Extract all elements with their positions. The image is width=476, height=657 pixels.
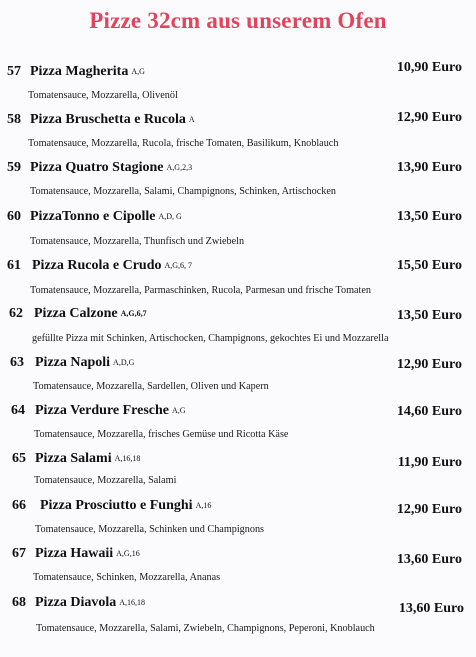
item-price: 13,60 Euro	[398, 601, 464, 616]
item-price: 14,60 Euro	[396, 404, 462, 419]
item-description: Tomatensauce, Schinken, Mozzarella, Ananas	[33, 572, 221, 583]
allergen-codes: A	[188, 115, 195, 124]
item-price: 13,50 Euro	[396, 209, 462, 224]
item-number: 61	[7, 258, 21, 273]
allergen-codes: A,16	[195, 501, 212, 510]
menu-item	[0, 112, 476, 162]
menu-item-header	[0, 306, 476, 326]
menu-item-header	[0, 355, 476, 375]
item-number: 57	[7, 64, 21, 79]
item-name-wrap	[30, 209, 182, 225]
allergen-codes: A,G	[131, 67, 145, 76]
item-name: Pizza Diavola	[35, 595, 117, 610]
item-price: 10,90 Euro	[396, 60, 462, 75]
item-description: gefüllte Pizza mit Schinken, Artischocken, Champignons, gekochtes Ei und Mozzarella	[32, 333, 389, 344]
menu-item	[0, 451, 476, 501]
item-name-wrap	[35, 451, 140, 467]
menu-item	[0, 355, 476, 405]
item-number: 62	[9, 306, 23, 321]
menu-item	[0, 258, 476, 308]
menu-item-header	[0, 546, 476, 566]
menu-item	[0, 209, 476, 259]
menu-item	[0, 498, 476, 548]
allergen-codes: A,G,16	[116, 549, 140, 558]
menu-item-header	[0, 160, 476, 180]
allergen-codes: A,16,18	[114, 454, 141, 463]
item-price: 12,90 Euro	[396, 110, 462, 125]
item-description: Tomatensauce, Mozzarella, Parmaschinken, Rucola, Parmesan und frische Tomaten	[30, 285, 371, 296]
item-name-wrap	[35, 595, 145, 611]
item-name: Pizza Magherita	[30, 64, 129, 79]
item-description: Tomatensauce, Mozzarella, Salami, Zwiebeln, Champignons, Peperoni, Knoblauch	[36, 623, 375, 634]
item-name: Pizza Napoli	[35, 355, 111, 370]
item-price: 12,90 Euro	[396, 357, 462, 372]
allergen-codes: A,16,18	[119, 598, 146, 607]
item-name-wrap	[40, 498, 211, 514]
item-number: 66	[12, 498, 26, 513]
item-price: 12,90 Euro	[396, 502, 462, 517]
menu-item	[0, 160, 476, 210]
menu-title: Pizze 32cm aus unserem Ofen	[89, 8, 387, 33]
menu-item-header	[0, 451, 476, 471]
item-number: 58	[7, 112, 21, 127]
item-name-wrap	[35, 403, 186, 419]
allergen-codes: A,G,2,3	[166, 163, 193, 172]
item-number: 68	[12, 595, 26, 610]
item-price: 15,50 Euro	[396, 258, 462, 273]
item-name: Pizza Quatro Stagione	[30, 160, 164, 175]
item-description: Tomatensauce, Mozzarella, Rucola, frische Tomaten, Basilikum, Knoblauch	[28, 138, 339, 149]
allergen-codes: A,G,6,7	[120, 309, 147, 318]
item-name-wrap	[32, 258, 192, 274]
menu-item-header	[0, 112, 476, 132]
allergen-codes: A,G	[172, 406, 186, 415]
menu-item	[0, 403, 476, 453]
item-name: Pizza Bruschetta e Rucola	[30, 112, 186, 127]
item-name-wrap	[34, 306, 147, 322]
menu-item-header	[0, 498, 476, 518]
item-name: Pizza Salami	[35, 451, 112, 466]
item-description: Tomatensauce, Mozzarella, frisches Gemüse und Ricotta Käse	[34, 429, 289, 440]
item-description: Tomatensauce, Mozzarella, Olivenöl	[28, 90, 178, 101]
item-name-wrap	[35, 355, 134, 371]
menu-item-header	[0, 403, 476, 423]
menu-item	[0, 546, 476, 596]
menu-item-header	[0, 60, 476, 84]
item-description: Tomatensauce, Mozzarella, Salami, Champignons, Schinken, Artischocken	[30, 186, 336, 197]
item-name-wrap	[30, 112, 195, 128]
menu-item	[0, 60, 476, 114]
item-price: 13,50 Euro	[396, 308, 462, 323]
item-description: Tomatensauce, Mozzarella, Salami	[34, 475, 177, 486]
menu-item	[0, 595, 476, 645]
item-price: 13,90 Euro	[396, 160, 462, 175]
item-name: Pizza Calzone	[34, 306, 118, 321]
item-number: 64	[11, 403, 25, 418]
menu-item	[0, 306, 476, 356]
item-name-wrap	[30, 64, 145, 80]
item-description: Tomatensauce, Mozzarella, Sardellen, Oliven und Kapern	[33, 381, 269, 392]
allergen-codes: A,D, G	[158, 212, 182, 221]
item-name-wrap	[35, 546, 140, 562]
menu-item-header	[0, 595, 476, 615]
allergen-codes: A,G,6, 7	[164, 261, 193, 270]
item-name: Pizza Rucola e Crudo	[32, 258, 162, 273]
item-name-wrap	[30, 160, 192, 176]
item-number: 63	[10, 355, 24, 370]
menu-item-header	[0, 209, 476, 229]
item-name: Pizza Prosciutto e Funghi	[40, 498, 193, 513]
item-description: Tomatensauce, Mozzarella, Thunfisch und Zwiebeln	[30, 236, 245, 247]
menu-item-header	[0, 258, 476, 278]
item-price: 13,60 Euro	[396, 552, 462, 567]
allergen-codes: A,D,G	[113, 358, 135, 367]
item-name: Pizza Verdure Fresche	[35, 403, 170, 418]
item-number: 60	[7, 209, 21, 224]
item-number: 59	[7, 160, 21, 175]
item-description: Tomatensauce, Mozzarella, Schinken und Champignons	[35, 524, 265, 535]
item-name: PizzaTonno e Cipolle	[30, 209, 156, 224]
item-price: 11,90 Euro	[397, 455, 462, 470]
item-number: 65	[12, 451, 26, 466]
item-number: 67	[12, 546, 26, 561]
item-name: Pizza Hawaii	[35, 546, 114, 561]
